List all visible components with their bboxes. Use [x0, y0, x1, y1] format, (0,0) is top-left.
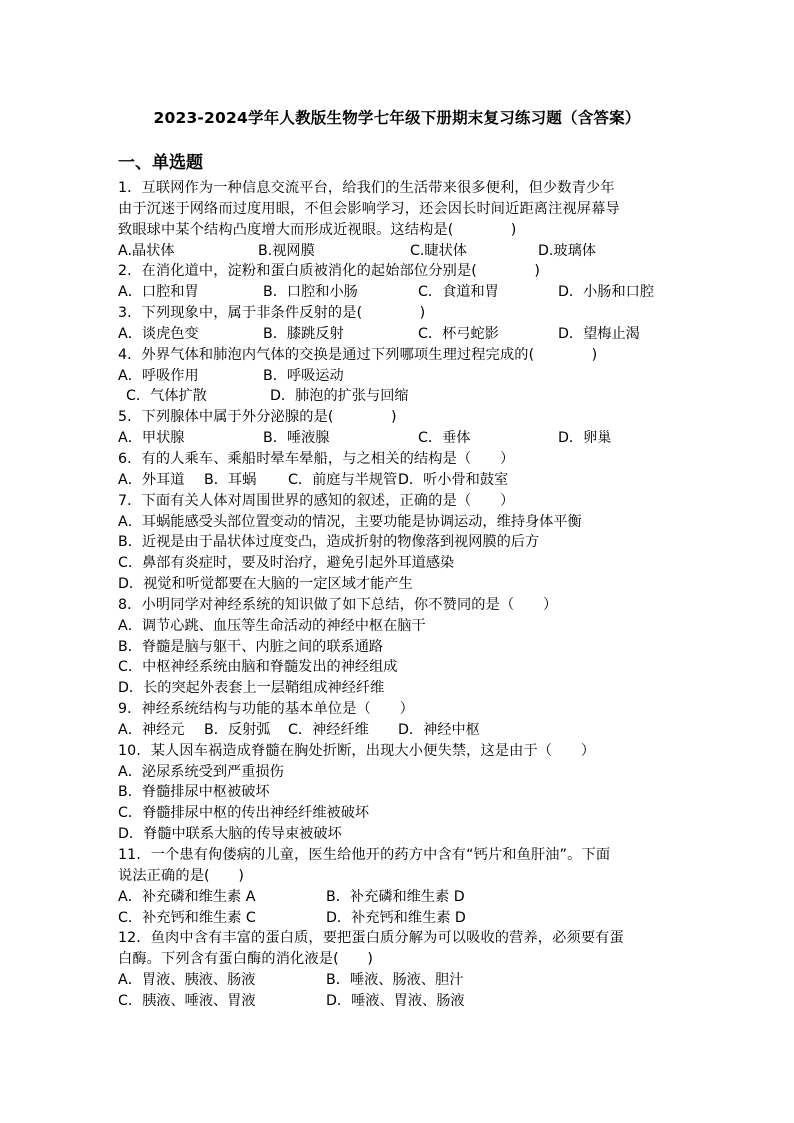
question-stem-line: 致眼球中某个结构凸度增大而形成近视眼。这结构是( ): [118, 221, 517, 238]
answer-option: D．长的突起外表套上一层鞘组成神经纤维: [118, 680, 385, 697]
option-row: [118, 324, 683, 345]
option-row: [118, 762, 683, 783]
option-row: [118, 366, 683, 387]
answer-option: D．望梅止渴: [558, 325, 640, 342]
option-row: [118, 616, 683, 637]
option-row: [118, 574, 683, 595]
question-item: [118, 491, 683, 595]
option-row: [118, 532, 683, 553]
option-row: [118, 470, 683, 491]
answer-option: B．近视是由于晶状体过度变凸，造成折射的物像落到视网膜的后方: [118, 534, 540, 551]
answer-option: B．脊髓排尿中枢被破坏: [118, 784, 270, 801]
question-stem-line: 12．鱼肉中含有丰富的蛋白质，要把蛋白质分解为可以吸收的营养，必须要有蛋: [118, 930, 624, 947]
answer-option: A．口腔和胃: [118, 284, 199, 301]
answer-option: A.晶状体: [118, 242, 175, 259]
answer-option: B．耳蜗: [204, 471, 257, 488]
answer-option: A．补充磷和维生素 A: [118, 888, 256, 905]
option-row: [118, 428, 683, 449]
question-list: [118, 178, 683, 1012]
question-stem-line: 白酶。下列含有蛋白酶的消化液是( ): [118, 951, 374, 968]
option-row: [118, 803, 683, 824]
option-row: [118, 678, 683, 699]
answer-option: D．卵巢: [558, 430, 612, 447]
answer-option: B．脊髓是脑与躯干、内脏之间的联系通路: [118, 638, 384, 655]
question-item: [118, 741, 683, 845]
option-row: [118, 512, 683, 533]
question-stem-line: 9．神经系统结构与功能的基本单位是（ ）: [118, 701, 414, 718]
question-stem-line: 6．有的人乘车、乘船时晕车晕船，与之相关的结构是（ ）: [118, 450, 515, 467]
question-item: [118, 178, 683, 261]
answer-option: C．前庭与半规管: [288, 471, 398, 488]
question-stem-line: 1．互联网作为一种信息交流平台，给我们的生活带来很多便利，但少数青少年: [118, 180, 615, 196]
answer-option: D．补充钙和维生素 D: [326, 909, 466, 926]
answer-option: D．肺泡的扩张与回缩: [270, 388, 409, 405]
answer-option: D．听小骨和鼓室: [398, 471, 509, 488]
option-row: [118, 887, 683, 908]
option-row: [118, 970, 683, 991]
answer-option: B.视网膜: [258, 242, 315, 259]
answer-option: D．小肠和口腔: [558, 284, 655, 301]
question-stem-line: 11．一个患有佝偻病的儿童，医生给他开的药方中含有“钙片和鱼肝油”。下面: [118, 847, 611, 863]
question-stem-line: 2．在消化道中，淀粉和蛋白质被消化的起始部位分别是( ): [118, 263, 540, 280]
option-row: [118, 553, 683, 574]
answer-option: D．脊髓中联系大脑的传导束被破坏: [118, 826, 342, 843]
question-item: [118, 261, 683, 303]
answer-option: C．气体扩散: [126, 388, 207, 405]
answer-option: B．呼吸运动: [263, 367, 344, 384]
question-stem-line: 8．小明同学对神经系统的知识做了如下总结，你不赞同的是（ ）: [118, 596, 558, 613]
answer-option: A．神经元: [118, 721, 185, 738]
question-item: [118, 449, 683, 491]
option-row: [118, 241, 683, 262]
question-stem-line: 4．外界气体和肺泡内气体的交换是通过下列哪项生理过程完成的( ): [118, 346, 598, 363]
answer-option: C.睫状体: [410, 242, 467, 259]
answer-option: C．中枢神经系统由脑和脊髓发出的神经组成: [118, 659, 398, 676]
answer-option: C．胰液、唾液、胃液: [118, 992, 256, 1009]
option-row: [118, 720, 683, 741]
question-stem-line: 7．下面有关人体对周围世界的感知的叙述，正确的是（ ）: [118, 492, 515, 509]
question-item: [118, 928, 683, 1011]
option-row: [118, 782, 683, 803]
answer-option: C．补充钙和维生素 C: [118, 909, 256, 926]
answer-option: A．外耳道: [118, 471, 185, 488]
question-item: [118, 407, 683, 449]
question-stem-line: 5．下列腺体中属于外分泌腺的是( ): [118, 409, 397, 426]
answer-option: A．调节心跳、血压等生命活动的神经中枢在脑干: [118, 617, 426, 634]
question-stem-line: 10．某人因车祸造成脊髓在胸处折断，出现大小便失禁，这是由于（ ）: [118, 742, 596, 759]
question-item: [118, 303, 683, 345]
option-row: [118, 657, 683, 678]
answer-option: D.玻璃体: [538, 242, 596, 259]
answer-option: A．耳蜗能感受头部位置变动的情况，主要功能是协调运动，维持身体平衡: [118, 513, 582, 530]
question-item: [118, 595, 683, 699]
option-row: [118, 282, 683, 303]
answer-option: B．口腔和小肠: [263, 284, 358, 301]
option-row: [118, 386, 683, 407]
option-row: [118, 637, 683, 658]
section-heading: 一、单选题: [118, 153, 203, 173]
option-row: [118, 991, 683, 1012]
answer-option: A．甲状腺: [118, 430, 185, 447]
answer-option: C．脊髓排尿中枢的传出神经纤维被破坏: [118, 805, 370, 822]
document-title: 2023-2024学年人教版生物学七年级下册期末复习练习题（含答案）: [153, 109, 641, 127]
answer-option: C．鼻部有炎症时，要及时治疗，避免引起外耳道感染: [118, 555, 455, 572]
answer-option: B．补充磷和维生素 D: [326, 888, 465, 905]
question-item: [118, 345, 683, 408]
option-row: [118, 908, 683, 929]
answer-option: C．食道和胃: [418, 284, 499, 301]
option-row: [118, 824, 683, 845]
question-stem-line: 说法正确的是( ): [118, 867, 245, 884]
answer-option: B．唾液腺: [263, 430, 330, 447]
question-stem-line: 3．下列现象中，属于非条件反射的是( ): [118, 305, 426, 322]
question-stem-line: 由于沉迷于网络而过度用眼，不但会影响学习，还会因长时间近距离注视屏幕导: [118, 200, 620, 217]
answer-option: A．呼吸作用: [118, 367, 199, 384]
question-item: [118, 699, 683, 741]
answer-option: B．膝跳反射: [263, 325, 344, 342]
answer-option: C．垂体: [418, 430, 471, 447]
answer-option: D．视觉和听觉都要在大脑的一定区域才能产生: [118, 576, 413, 593]
answer-option: C．神经纤维: [288, 721, 369, 738]
answer-option: D．唾液、胃液、肠液: [326, 992, 465, 1009]
answer-option: A．谈虎色变: [118, 325, 199, 342]
answer-option: C．杯弓蛇影: [418, 325, 499, 342]
answer-option: A．泌尿系统受到严重损伤: [118, 763, 284, 780]
question-item: [118, 845, 683, 928]
answer-option: D．神经中枢: [398, 721, 480, 738]
answer-option: A．胃液、胰液、肠液: [118, 972, 256, 989]
answer-option: B．反射弧: [204, 721, 271, 738]
answer-option: B．唾液、肠液、胆汁: [326, 972, 464, 989]
